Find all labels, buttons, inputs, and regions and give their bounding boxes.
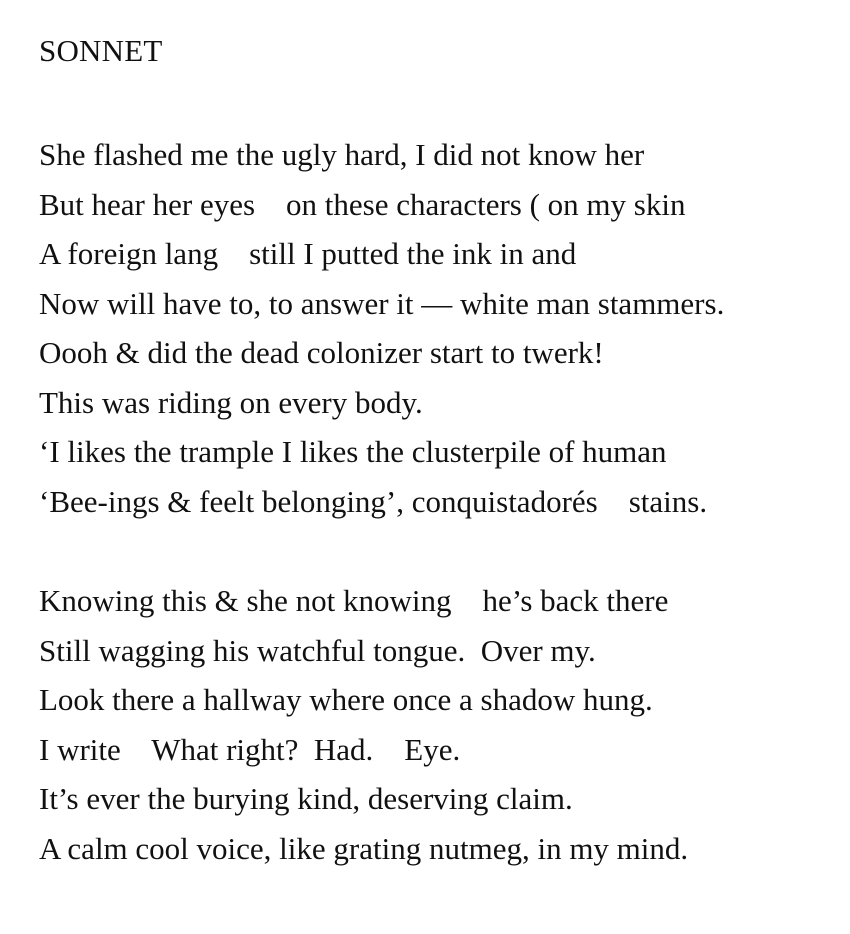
poem-line: Knowing this & she not knowing he’s back there — [39, 583, 669, 618]
poem-line: She flashed me the ugly hard, I did not know her — [39, 137, 645, 172]
poem-line: ‘I likes the trample I likes the clusterpile of human — [39, 434, 667, 469]
poem-line: A calm cool voice, like grating nutmeg, in my mind. — [39, 830, 689, 866]
poem-page — [39, 30, 839, 873]
poem-line: But hear her eyes on these characters ( on my skin — [39, 186, 686, 222]
stanza-2 — [39, 576, 839, 873]
poem-line: ‘Bee-ings & feelt belonging’, conquistadorés stains. — [39, 483, 708, 519]
poem-line: Look there a hallway where once a shadow hung. — [39, 682, 653, 717]
poem-line: It’s ever the burying kind, deserving claim. — [39, 781, 573, 816]
stanza-1 — [39, 130, 839, 526]
poem-line: I write What right? Had. Eye. — [39, 731, 461, 767]
poem-line: Still wagging his watchful tongue. Over my. — [39, 632, 596, 668]
poem-title: SONNET — [39, 33, 163, 68]
poem-line: Oooh & did the dead colonizer start to twerk! — [39, 335, 604, 370]
poem-line: This was riding on every body. — [39, 384, 423, 420]
poem-line: Now will have to, to answer it — white man stammers. — [39, 285, 725, 321]
poem-line: A foreign lang still I putted the ink in and — [39, 236, 577, 271]
